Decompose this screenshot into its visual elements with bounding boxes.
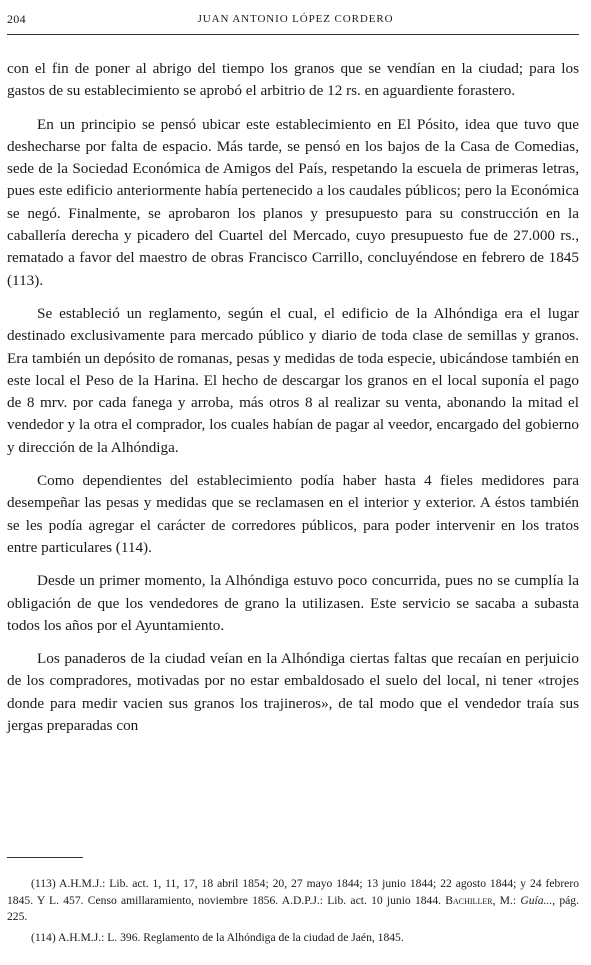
running-head: JUAN ANTONIO LÓPEZ CORDERO bbox=[197, 13, 394, 25]
paragraph-5: Desde un primer momento, la Alhóndiga estuvo poco concurrida, pues no se cumplía la obligación de que los vendedores de grano la utilizasen. Este servicio se sacaba a subasta todos los años por el Ayuntamiento. bbox=[7, 572, 579, 634]
paragraph-4: Como dependientes del establecimiento podía haber hasta 4 fieles medidores para desempeñar las pesas y medidas que se reclamasen en el interior y exterior. A éstos también se les podía agregar el carácter de corredores públicos, para poder intervenir en los tratos entre particulares (114). bbox=[7, 472, 579, 556]
footnote-113-end: , pág. 225. bbox=[7, 893, 579, 923]
paragraph-2: En un principio se pensó ubicar este establecimiento en El Pósito, idea que tuvo que deshecharse por falta de espacio. Más tarde, se pensó en los bajos de la Casa de Comedias, sede de la Sociedad Económica de Amigos del País, respetando la escuela de primeras letras, pues este edificio anteriormente había pertenecido a los caudales públicos; pero la Económica se negó. Finalmente, se aprobaron los planos y presupuesto para su construcción en la caballería derecha y picadero del Cuartel del Mercado, cuyo presupuesto fue de 27.000 rs., rematado a favor del maestro de obras Francisco Carrillo, concluyéndose en febrero de 1845 (113). bbox=[7, 115, 579, 289]
footnote-113-author: Bachiller bbox=[445, 893, 493, 907]
footnotes bbox=[7, 876, 579, 950]
paragraph-3: Se estableció un reglamento, según el cual, el edificio de la Alhóndiga era el lugar destinado exclusivamente para mercado público y diario de toda clase de semillas y granos. Era también un depósito de romanas, pesas y medidas de toda especie, ubicándose también en este local el Peso de la Harina. El hecho de descargar los granos en el local suponía el pago de 8 mrv. por cada fanega y arroba, más otros 8 al realizar su venta, abonando la mitad el vendedor y la otra el comprador, los cuales habían de pagar al veedor, encargado del gobierno y dirección de la Alhóndiga. bbox=[7, 304, 579, 456]
footnote-113-title: Guía... bbox=[520, 893, 553, 907]
paragraph-6: Los panaderos de la ciudad veían en la Alhóndiga ciertas faltas que recaían en perjuicio de los compradores, motivadas por no estar embaldosado el suelo del local, ni tener «trojes donde para medir vacien sus granos los trajineros», de tal modo que el vendedor traía sus jergas preparadas con bbox=[7, 650, 579, 735]
paragraph-1: con el fin de poner al abrigo del tiempo los granos que se vendían en la ciudad; para los gastos de su establecimiento se aprobó el arbitrio de 12 rs. en aguardiente forastero. bbox=[7, 60, 579, 100]
footnote-113-text: (113) A.H.M.J.: Lib. act. 1, 11, 17, 18 abril 1854; 20, 27 mayo 1844; 13 junio 1844; 22 agosto 1844; y 24 febrero 1845. Y L. 457. Censo amillaramiento, noviembre 1856. A.D.P.J.: Lib. act. 10 junio 1844. bbox=[7, 877, 579, 907]
header-rule bbox=[7, 34, 579, 35]
footnote-rule bbox=[7, 857, 83, 858]
page-number: 204 bbox=[7, 12, 26, 26]
body-text bbox=[7, 58, 579, 748]
footnote-113 bbox=[7, 876, 579, 926]
footnote-114: (114) A.H.M.J.: L. 396. Reglamento de la Alhóndiga de la ciudad de Jaén, 1845. bbox=[31, 930, 404, 944]
footnote-113-mid: , M.: bbox=[492, 893, 521, 907]
